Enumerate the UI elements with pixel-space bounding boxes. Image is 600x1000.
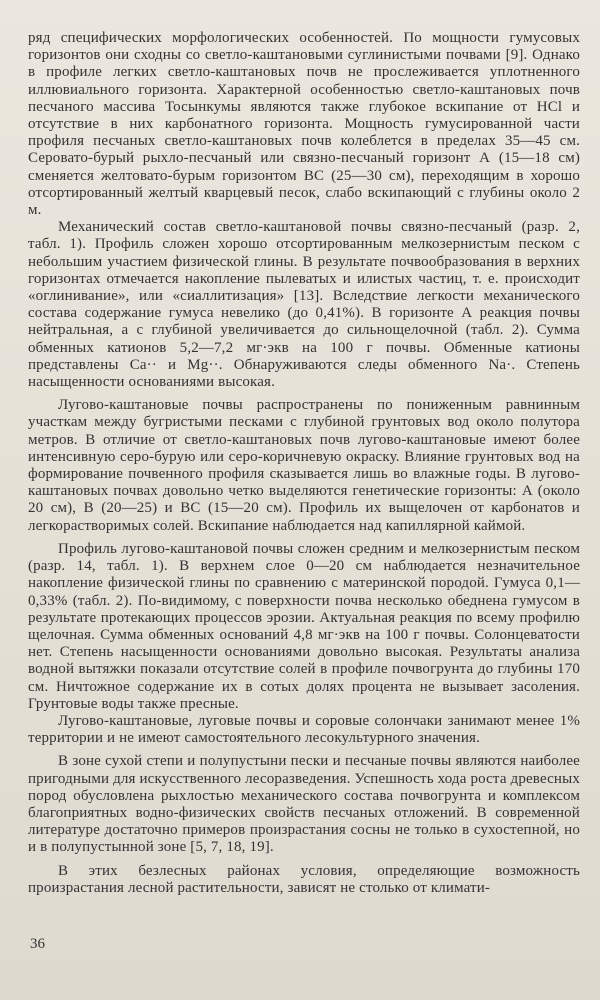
page-number: 36	[30, 936, 45, 952]
paragraph-5: Лугово-каштановые, луговые почвы и соровые солончаки занимают менее 1% территории и не имеют самостоятельного лесокультурного значения.	[28, 712, 580, 747]
body-text	[28, 30, 580, 897]
paragraph-1: ряд специфических морфологических особенностей. По мощности гумусовых горизонтов они сходны со светло-каштановыми суглинистыми почвами [9]. Однако в профиле легких светло-каштановых почв не прослеживается уплотненного иллювиального горизонта. Характерной особенностью светло-каштановых почв песчаного массива Тосынкумы являются также глубокое вскипание от HCl и отсутствие в них карбонатного горизонта. Мощность гумусированной части профиля песчаных светло-каштановых почв колеблется в пределах 35—45 см. Серовато-бурый рыхло-песчаный или связно-песчаный горизонт А (15—18 см) сменяется желтовато-бурым горизонтом ВС (25—30 см), переходящим в хорошо отсортированный желтый кварцевый песок, слабо вскипающий с глубины около 2 м.	[28, 30, 580, 219]
paragraph-7: В этих безлесных районах условия, определяющие возможность произрастания лесной растительности, зависят не столько от климати-	[28, 862, 580, 896]
paragraph-3: Лугово-каштановые почвы распространены по пониженным равнинным участкам между бугристыми песками с глубиной грунтовых вод около полутора метров. В отличие от светло-каштановых почв лугово-каштановые имеют более интенсивную серо-бурую или серо-коричневую окраску. Влияние грунтовых вод на формирование почвенного профиля сказывается лишь во влажные годы. В лугово-каштановых почвах довольно четко выделяются генетические горизонты: А (около 20 см), В (20—25) и ВС (15—20 см). Профиль их выщелочен от карбонатов и легкорастворимых солей. Вскипание наблюдается над капиллярной каймой.	[28, 397, 580, 534]
paragraph-6: В зоне сухой степи и полупустыни пески и песчаные почвы являются наиболее пригодными для искусственного лесоразведения. Успешность хода роста древесных пород обусловлена рыхлостью механического состава почвогрунта и комплексом благоприятных водно-физических свойств песчаных отложений. В современной литературе достаточно примеров произрастания сосны не только в сухостепной, но и в полупустынной зоне [5, 7, 18, 19].	[28, 753, 580, 856]
paragraph-4: Профиль лугово-каштановой почвы сложен средним и мелкозернистым песком (разр. 14, табл. 1). В верхнем слое 0—20 см наблюдается незначительное накопление физической глины по сравнению с материнской породой. Гумуса 0,1—0,33% (табл. 2). По-видимому, с поверхности почва несколько обеднена гумусом в результате протекающих процессов эрозии. Актуальная реакция по всему профилю щелочная. Сумма обменных оснований 4,8 мг·экв на 100 г почвы. Солонцеватости нет. Степень насыщенности основаниями довольно высокая. Результаты анализа водной вытяжки показали отсутствие солей в профиле почвогрунта до глубины 170 см. Ничтожное содержание их в сотых долях процента не вызывает засоления. Грунтовые воды также пресные.	[28, 540, 580, 712]
paragraph-2: Механический состав светло-каштановой почвы связно-песчаный (разр. 2, табл. 1). Профиль сложен хорошо отсортированным мелкозернистым песком с небольшим участием физической глины. В результате почвообразования в верхних горизонтах отмечается накопление пылеватых и илистых частиц, т. е. происходит «оглинивание», или «сиаллитизация» [13]. Вследствие легкости механического состава содержание гумуса невелико (до 0,41%). В горизонте А реакция почвы нейтральная, а с глубиной увеличивается до сильнощелочной (табл. 2). Сумма обменных катионов 5,2—7,2 мг·экв на 100 г почвы. Обменные катионы представлены Ca·· и Mg··. Обнаруживаются следы обменного Na·. Степень насыщенности основаниями высокая.	[28, 219, 580, 391]
